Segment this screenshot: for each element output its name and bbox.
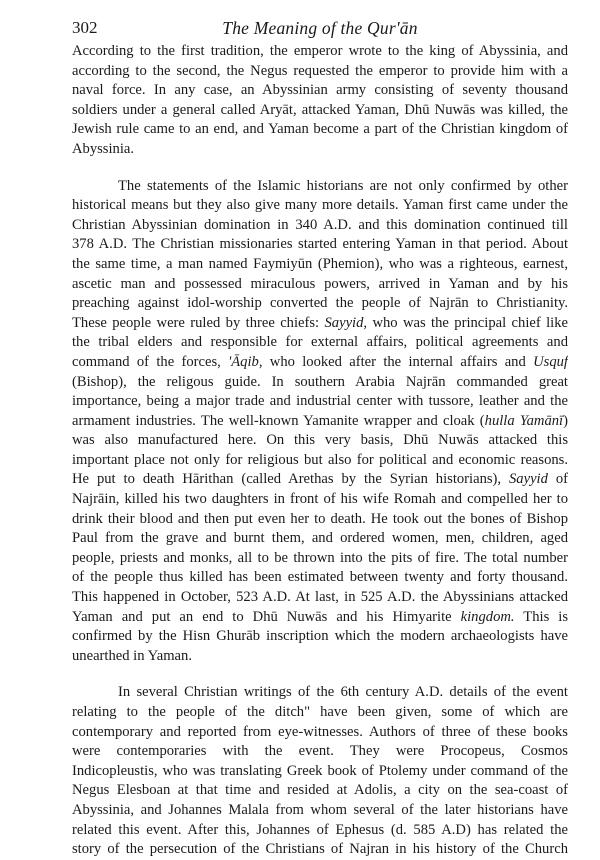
book-page — [72, 14, 568, 860]
text-line: armament industries. The well-known Yamanite wrapper and cloak (hulla Yamānī) — [72, 412, 568, 429]
text-line: of the people thus killed has been estimated between twenty and forty thousand. — [72, 569, 568, 586]
text-line: the tribal elders and responsible for external affairs, political agreements and — [72, 334, 568, 351]
text-line: relating to the people of the ditch" have been given, some of which are — [72, 704, 568, 720]
paragraph-3 — [72, 683, 568, 859]
text-line: naval force. In any case, an Abyssinian army consisting of seventy thousand — [72, 82, 568, 99]
text-line: Abyssinia. — [72, 140, 135, 157]
text-line: important place not only for religious but also for political and economic reasons. — [72, 451, 568, 468]
running-head — [72, 14, 568, 42]
text-line: preaching against idol-worship converted the people of Najrān to Christianity. — [72, 295, 568, 312]
text-line: (Bishop), the religous guide. In southern Arabia Najrān commanded great — [72, 373, 568, 390]
text-line: This happened in October, 523 A.D. At last, in 525 A.D. the Abyssinians attacked — [72, 589, 568, 606]
text-line: 378 A.D. The Christian missionaries started entering Yaman in that period. About — [72, 236, 568, 253]
text-line: contemporary and reported from eye-witnesses. Authors of three of these books — [72, 723, 568, 740]
page-number: 302 — [72, 18, 98, 37]
text-line: soldiers under a general called Aryāt, attacked Yaman, Dhū Nuwās was killed, the — [72, 101, 568, 118]
text-line: was also manufactured here. On this very basis, Dhū Nuwās attacked this — [72, 432, 568, 449]
text-line: unearthed in Yaman. — [72, 647, 192, 664]
text-line: Indicopleustis, who was translating Greek book of Ptolemy under command of the — [72, 762, 568, 779]
text-line: These people were ruled by three chiefs: Sayyid, who was the principal chief like — [72, 314, 568, 331]
text-line: command of the forces, 'Āqib, who looked after the internal affairs and Usquf — [72, 353, 568, 370]
text-line: Negus Elesboan at that time and resided at Adolis, a city on the sea-coast of — [72, 782, 568, 799]
text-line: confirmed by the Hisn Ghurāb inscription which the modern archaeologists have — [72, 628, 568, 645]
text-line: people, priests and monks, all to be thrown into the pits of fire. The total number — [72, 549, 568, 566]
text-line: Najrāin, killed his two daughters in front of his wife Romah and compelled her to — [72, 491, 568, 508]
text-line: In several Christian writings of the 6th century A.D. details of the event — [118, 684, 568, 701]
text-line: According to the first tradition, the emperor wrote to the king of Abyssinia, and — [72, 43, 568, 59]
text-line: Yaman and put an end to Dhū Nuwās and his Himyarite kingdom. This is — [72, 608, 568, 625]
text-line: Paul from the grave and burnt them, and ordered women, men, children, aged — [72, 530, 568, 547]
text-line: ascetic man and possessed miraculous powers, arrived in Yaman and by his — [72, 275, 568, 292]
text-line: related this event. After this, Johannes of Ephesus (d. 585 A.D) has related the — [72, 821, 568, 838]
text-line: He put to death Hārithan (called Arethas by the Syrian historians), Sayyid of — [72, 471, 568, 488]
text-line: importance, being a major trade and industrial center with tussore, leather and the — [72, 393, 568, 410]
paragraph-1 — [72, 42, 568, 160]
paragraph-2 — [72, 177, 568, 667]
text-line: Jewish rule came to an end, and Yaman become a part of the Christian kingdom of — [72, 121, 568, 138]
book-title: The Meaning of the Qur'ān — [222, 18, 418, 38]
text-line: historical means but they also give many more details. Yaman first came under the — [72, 197, 568, 214]
text-line: story of the persecution of the Christians of Najran in his history of the Church — [72, 841, 568, 858]
text-line: were contemporaries with the event. They were Procopeus, Cosmos — [72, 743, 568, 760]
text-line: The statements of the Islamic historians are not only confirmed by other — [118, 177, 568, 194]
text-line: according to the second, the Negus requested the emperor to provide him with a — [72, 62, 568, 79]
text-line: Christian Abyssinian domination in 340 A.D. and this domination continued till — [72, 216, 568, 233]
text-line: the same time, a man named Faymiyūn (Phemion), who was a righteous, earnest, — [72, 255, 568, 272]
text-line: Abyssinia, and Johannes Malala from whom several of the later historians have — [72, 801, 568, 818]
text-line: drink their blood and then put even her to death. He took out the bones of Bishop — [72, 510, 568, 527]
